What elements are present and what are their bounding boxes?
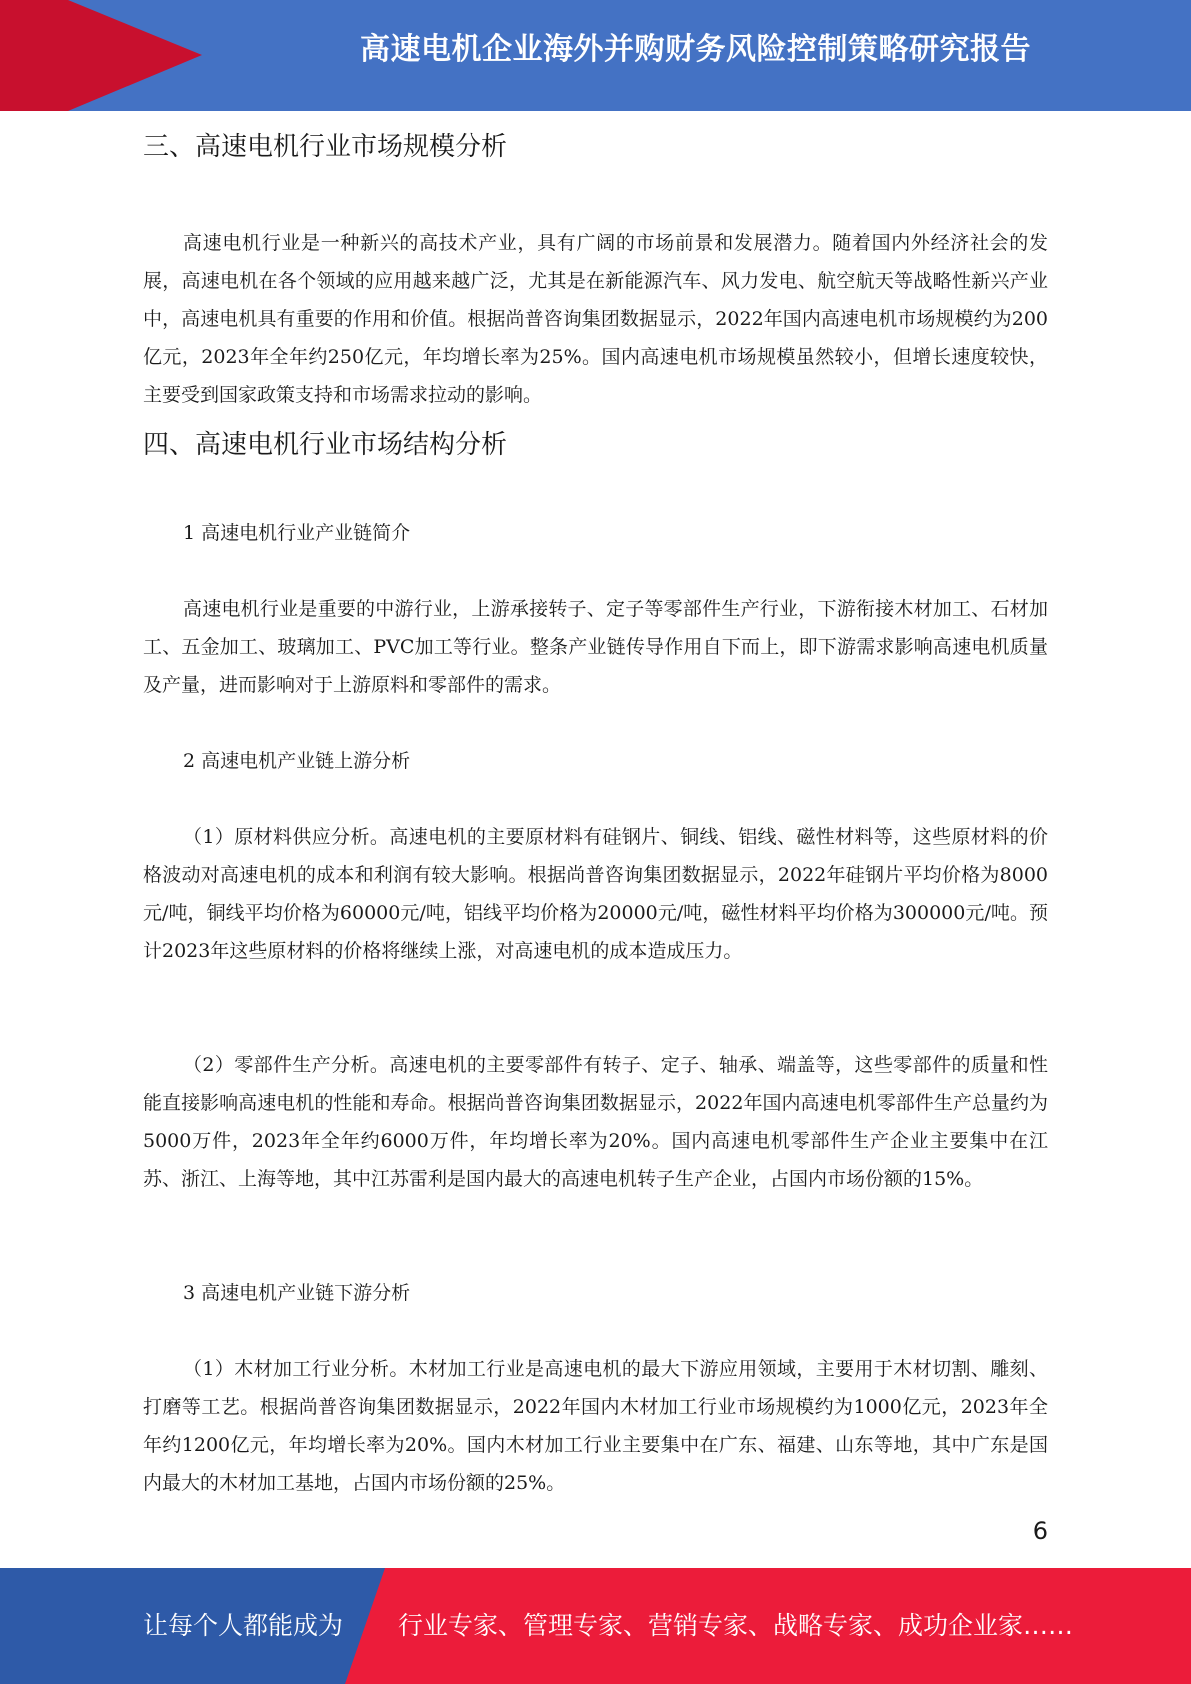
section-heading-4: 四、高速电机行业市场结构分析 xyxy=(143,430,508,460)
footer-slogan-right: 行业专家、管理专家、营销专家、战略专家、成功企业家…… xyxy=(398,1611,1074,1640)
page-header xyxy=(0,0,1191,111)
section-4-paragraph-4: （1）木材加工行业分析。木材加工行业是高速电机的最大下游应用领域，主要用于木材切割、雕刻、打磨等工艺。根据尚普咨询集团数据显示，2022年国内木材加工行业市场规模约为1000亿元，2023年全年约1200亿元，年均增长率为20%。国内木材加工行业主要集中在广东、福建、山东等地，其中广东是国内最大的木材加工基地，占国内市场份额的25%。 xyxy=(143,1358,1048,1494)
page-number: 6 xyxy=(1032,1517,1048,1545)
subheading-2: 2 高速电机产业链上游分析 xyxy=(183,750,411,772)
header-chevron xyxy=(68,0,202,111)
page-footer xyxy=(0,1568,1191,1684)
section-4-paragraph-2: （1）原材料供应分析。高速电机的主要原材料有硅钢片、铜线、铝线、磁性材料等，这些原材料的价格波动对高速电机的成本和利润有较大影响。根据尚普咨询集团数据显示，2022年硅钢片平均价格为8000元/吨，铜线平均价格为60000元/吨，铝线平均价格为20000元/吨，磁性材料平均价格为300000元/吨。预计2023年这些原材料的价格将继续上涨，对高速电机的成本造成压力。 xyxy=(143,826,1048,962)
section-4-paragraph-3: （2）零部件生产分析。高速电机的主要零部件有转子、定子、轴承、端盖等，这些零部件的质量和性能直接影响高速电机的性能和寿命。根据尚普咨询集团数据显示，2022年国内高速电机零部件生产总量约为5000万件，2023年全年约6000万件，年均增长率为20%。国内高速电机零部件生产企业主要集中在江苏、浙江、上海等地，其中江苏雷利是国内最大的高速电机转子生产企业，占国内市场份额的15%。 xyxy=(143,1054,1048,1190)
header-red-block xyxy=(0,0,68,111)
footer-blue-wedge xyxy=(345,1568,385,1684)
section-4-paragraph-1: 高速电机行业是重要的中游行业，上游承接转子、定子等零部件生产行业，下游衔接木材加工、石材加工、五金加工、玻璃加工、PVC加工等行业。整条产业链传导作用自下而上，即下游需求影响高速电机质量及产量，进而影响对于上游原料和零部件的需求。 xyxy=(143,598,1048,696)
section-heading-3: 三、高速电机行业市场规模分析 xyxy=(143,132,508,162)
footer-slogan-left: 让每个人都能成为 xyxy=(143,1611,344,1640)
subheading-3: 3 高速电机产业链下游分析 xyxy=(183,1282,411,1304)
section-3-paragraph: 高速电机行业是一种新兴的高技术产业，具有广阔的市场前景和发展潜力。随着国内外经济社会的发展，高速电机在各个领域的应用越来越广泛，尤其是在新能源汽车、风力发电、航空航天等战略性新兴产业中，高速电机具有重要的作用和价值。根据尚普咨询集团数据显示，2022年国内高速电机市场规模约为200亿元，2023年全年约250亿元，年均增长率为25%。国内高速电机市场规模虽然较小，但增长速度较快，主要受到国家政策支持和市场需求拉动的影响。 xyxy=(143,232,1048,406)
subheading-1: 1 高速电机行业产业链简介 xyxy=(183,522,411,544)
report-title: 高速电机企业海外并购财务风险控制策略研究报告 xyxy=(360,32,1031,67)
